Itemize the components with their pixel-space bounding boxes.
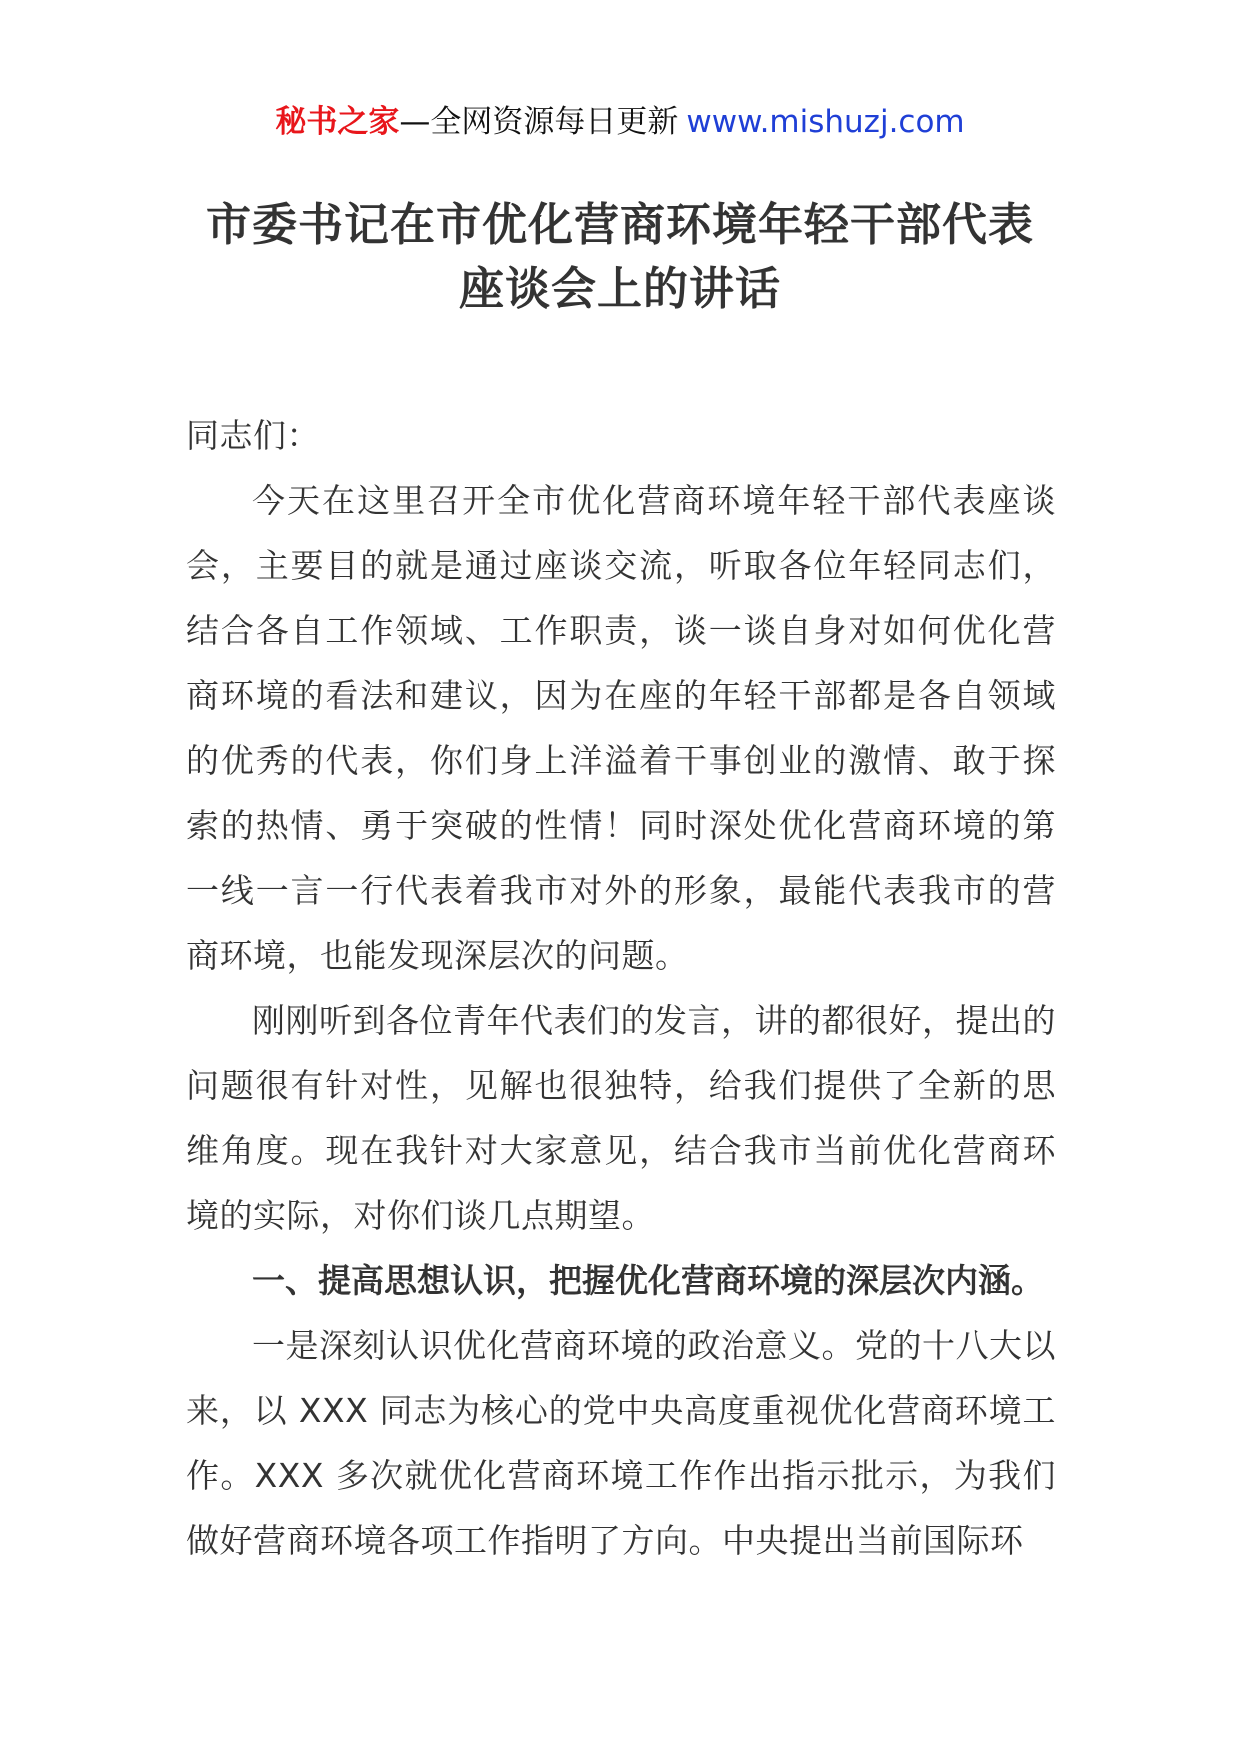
title-line-1: 市委书记在市优化营商环境年轻干部代表	[205, 198, 1034, 251]
header-slogan: 全网资源每日更新	[430, 104, 679, 140]
title-line-2: 座谈会上的讲话	[458, 262, 781, 315]
body-paragraph-1: 今天在这里召开全市优化营商环境年轻干部代表座谈会，主要目的就是通过座谈交流，听取各位年轻同志们，结合各自工作领域、工作职责，谈一谈自身对如何优化营商环境的看法和建议，因为在座的年轻干部都是各自领域的优秀的代表，你们身上洋溢着干事创业的激情、敢于探索的热情、勇于突破的性情！同时深处优化营商环境的第一线一言一行代表着我市对外的形象，最能代表我市的营商环境，也能发现深层次的问题。	[186, 481, 1056, 975]
site-url-link[interactable]: www.mishuzj.com	[686, 104, 965, 140]
body-paragraph-2: 刚刚听到各位青年代表们的发言，讲的都很好，提出的问题很有针对性，见解也很独特，给我们提供了全新的思维角度。现在我针对大家意见，结合我市当前优化营商环境的实际，对你们谈几点期望。	[186, 1001, 1056, 1235]
section-paragraph: 一是深刻认识优化营商环境的政治意义。党的十八大以来，以 XXX 同志为核心的党中央高度重视优化营商环境工作。XXX 多次就优化营商环境工作作出指示批示，为我们做好营商环境各项工作指明了方向。中央提出当前国际环	[186, 1326, 1056, 1560]
header-dash: —	[399, 104, 431, 140]
brand-name: 秘书之家	[275, 104, 400, 140]
site-header	[0, 100, 1240, 144]
document-body	[186, 403, 1056, 1573]
document-title	[150, 193, 1090, 321]
salutation: 同志们：	[186, 416, 320, 455]
section-heading: 一、提高思想认识，把握优化营商环境的深层次内涵。	[252, 1261, 1044, 1300]
